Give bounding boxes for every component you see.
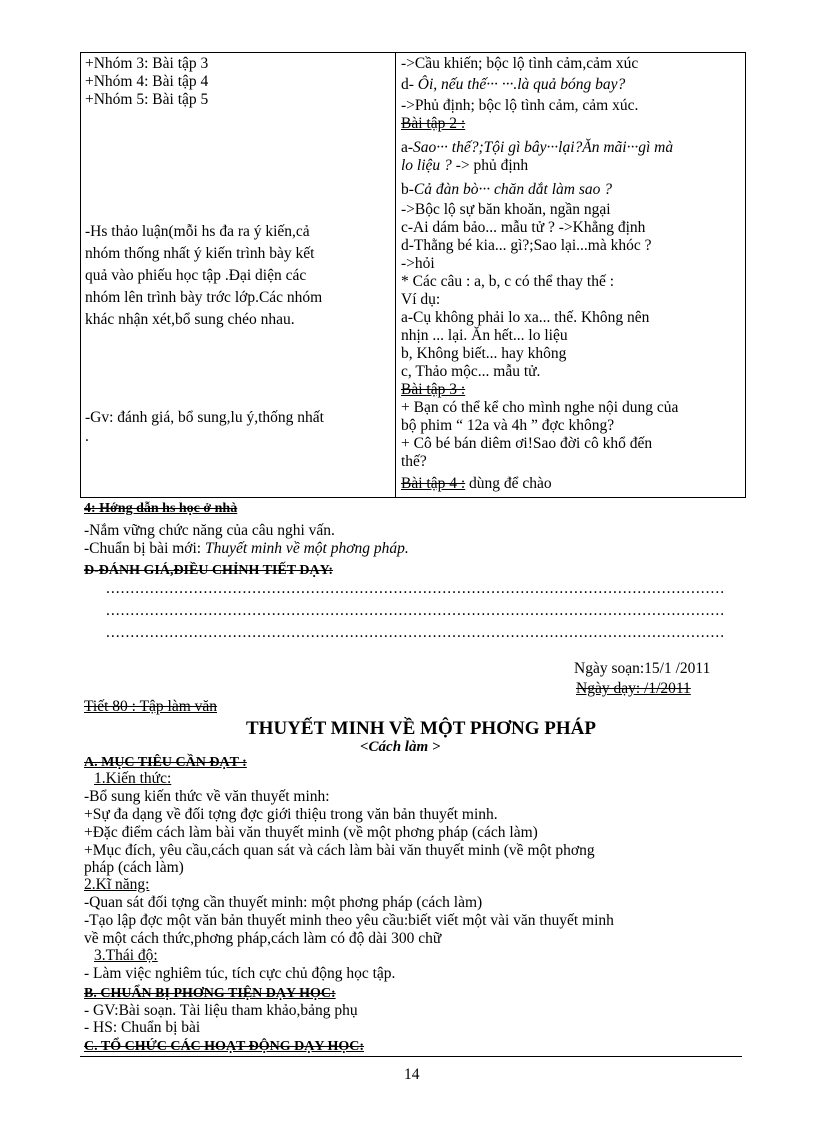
homework-line-1: -Nắm vững chức năng của câu nghi vấn. (84, 522, 335, 539)
group-task-3: +Nhóm 3: Bài tập 3 (85, 55, 209, 72)
knowledge-line-4: +Mục đích, yêu cầu,cách quan sát và cách làm bài văn thuyết minh (về một phơng (84, 842, 595, 859)
skills-heading (84, 876, 149, 894)
text-line: nhóm lên trình bày trớc lớp.Các nhóm (85, 289, 323, 306)
dotted-line-1: ............................................................................................................................... (106, 580, 726, 597)
text-line: + Cô bé bán diêm ơi!Sao đời cô khổ đến (401, 435, 653, 452)
lesson-title: THUYẾT MINH VỀ MỘT PHƠNG PHÁP (246, 718, 596, 739)
lesson-subtitle: <Cách làm > (360, 739, 441, 755)
left-column (85, 55, 391, 495)
text-line: + Bạn có thể kể cho mình nghe nội dung của (401, 399, 679, 416)
knowledge-line-5: pháp (cách làm) (84, 859, 184, 876)
skills-line-2: -Tạo lập đợc một văn bản thuyết minh theo yêu cầu:biết viết một vài văn thuyết minh (84, 912, 614, 929)
text-line: -Hs thảo luận(mỗi hs đa ra ý kiến,cả (85, 223, 310, 240)
date-prepared: Ngày soạn:15/1 /2011 (574, 660, 711, 677)
text-line: ->Cầu khiến; bộc lộ tình cảm,cảm xúc (401, 55, 639, 72)
text-span: Cả đàn bò··· chăn dắt làm sao ? (413, 181, 612, 198)
dotted-line-3: ............................................................................................................................... (106, 624, 726, 641)
text-span: Sao··· thế?;Tội gì bây···lại?Ăn mãi···gì mà (413, 139, 674, 156)
knowledge-line-1: -Bổ sung kiến thức về văn thuyết minh: (84, 788, 330, 805)
exercise-3-heading: Bài tập 3 : (401, 381, 466, 398)
text-line: b, Không biết... hay không (401, 345, 567, 362)
section-b-heading (84, 985, 336, 1003)
attitude-heading (94, 947, 158, 965)
group-task-4: +Nhóm 4: Bài tập 4 (85, 73, 209, 90)
text-span: 1.Kiến thức: (94, 770, 172, 787)
text-line (401, 181, 741, 199)
page-number: 14 (404, 1066, 420, 1083)
skills-line-1: -Quan sát đối tợng cần thuyết minh: một phơng pháp (cách làm) (84, 894, 483, 911)
text-line: c, Thảo mộc... mẫu tử. (401, 363, 541, 380)
right-column (401, 55, 741, 495)
text-span: a- (401, 139, 414, 156)
text-line: khác nhận xét,bổ sung chéo nhau. (85, 311, 295, 328)
section-c-heading (84, 1038, 364, 1056)
knowledge-heading (94, 770, 171, 788)
teacher-evaluation (85, 407, 324, 445)
text-line: nhịn ... lại. Ăn hết... lo liệu (401, 327, 568, 344)
lesson-table (80, 52, 746, 498)
knowledge-line-3: +Đặc điểm cách làm bài văn thuyết minh (về một phơng pháp (cách làm) (84, 824, 538, 841)
group-task-5: +Nhóm 5: Bài tập 5 (85, 91, 209, 108)
text-span: Thuyết minh về một phơng pháp. (205, 540, 409, 557)
text-span: C. TỔ CHỨC CÁC HOẠT ĐỘNG DẠY HỌC: (84, 1039, 365, 1054)
footer-rule (80, 1056, 742, 1057)
evaluation-heading: Đ-ĐÁNH GIÁ,ĐIỀU CHỈNH TIẾT DẠY: (84, 563, 334, 578)
text-line: Ví dụ: (401, 291, 441, 308)
text-line: c-Ai dám bảo... mẫu tử ? ->Khẳng định (401, 219, 646, 236)
text-span: 2.Kĩ năng: (84, 876, 150, 893)
text-span: B. CHUẨN BỊ PHƠNG TIỆN DẠY HỌC: (84, 986, 336, 1001)
text-line: d-Thằng bé kia... gì?;Sao lại...mà khóc ? (401, 237, 652, 254)
homework-line-2 (84, 540, 409, 558)
dotted-line-2: ............................................................................................................................... (106, 602, 726, 619)
text-span: A. MỤC TIÊU CẦN ĐẠT : (84, 755, 247, 770)
text-span: b- (401, 181, 414, 198)
text-line: a-Cụ không phải lo xa... thế. Không nên (401, 309, 650, 326)
text-line: ->Phủ định; bộc lộ tình cảm, cảm xúc. (401, 97, 639, 114)
text-span: 3.Thái độ: (94, 947, 158, 964)
text-line: thế? (401, 453, 427, 470)
text-line (401, 76, 741, 94)
prep-line-teacher: - GV:Bài soạn. Tài liệu tham khảo,bảng phụ (84, 1002, 358, 1019)
text-line: bộ phim “ 12a và 4h ” đợc không? (401, 417, 615, 434)
text-line (401, 139, 741, 157)
skills-line-3: về một cách thức,phơng pháp,cách làm có độ dài 300 chữ (84, 930, 442, 947)
text-line: * Các câu : a, b, c có thể thay thế : (401, 273, 615, 290)
date-taught: Ngày dạy: /1/2011 (576, 680, 691, 697)
text-span: -> phủ định (451, 157, 529, 174)
attitude-line-1: - Làm việc nghiêm túc, tích cực chủ động học tập. (84, 965, 396, 982)
exercise-4-heading: Bài tập 4 : (401, 475, 466, 492)
text-line: ->Bộc lộ sự băn khoăn, ngần ngại (401, 201, 611, 218)
student-discussion (85, 221, 322, 331)
text-line: . (85, 428, 89, 445)
text-line: -Gv: đánh giá, bổ sung,lu ý,thống nhất (85, 409, 324, 426)
text-line: ->hỏi (401, 255, 435, 272)
prep-line-student: - HS: Chuẩn bị bài (84, 1019, 201, 1036)
exercise-2-heading: Bài tập 2 : (401, 115, 466, 132)
text-span: dùng để chào (465, 475, 552, 492)
text-span: -Chuẩn bị bài mới: (84, 540, 205, 557)
text-line (401, 157, 741, 175)
homework-heading: 4: Hớng dẫn hs học ở nhà (84, 501, 238, 516)
text-span: d- (401, 76, 418, 93)
knowledge-line-2: +Sự đa dạng về đối tợng đợc giới thiệu trong văn bản thuyết minh. (84, 806, 498, 823)
text-span: Ôi, nếu thế··· ···.là quả bóng bay? (417, 76, 626, 93)
lesson-number: Tiết 80 : Tập làm văn (84, 698, 218, 715)
text-span: lo liệu ? (401, 157, 452, 174)
text-line (401, 475, 741, 493)
column-divider (395, 53, 396, 497)
text-line: nhóm thống nhất ý kiến trình bày kết (85, 245, 315, 262)
text-line: quả vào phiếu học tập .Đại diện các (85, 267, 307, 284)
